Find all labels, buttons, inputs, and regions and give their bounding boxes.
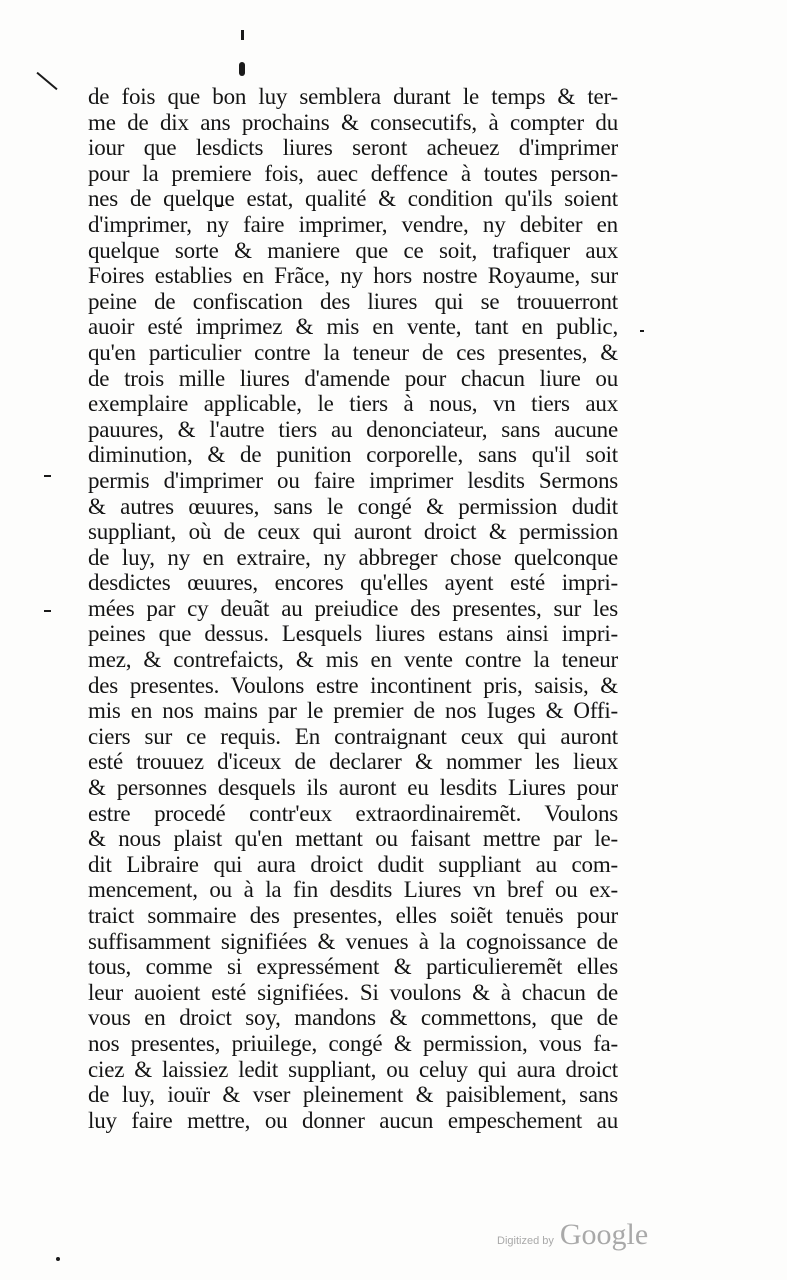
text-line: desdictes œuures, encores qu'elles ayent esté impri- [88,570,618,596]
text-line: ciez & laissiez ledit suppliant, ou celuy qui aura droict [88,1056,618,1082]
ink-speck [56,1257,60,1261]
text-line: leur auoient esté signifiées. Si voulons & à chacun de [88,979,618,1005]
text-line: tous, comme si expressément & particulieremẽt elles [88,954,618,980]
text-line: mis en nos mains par le premier de nos Iuges & Offi- [88,698,618,724]
text-line: qu'en particulier contre la teneur de ces presentes, & [88,339,618,365]
margin-scratch [36,72,57,90]
text-line: pour la premiere fois, auec deffence à toutes person- [88,160,618,186]
text-line: & nous plaist qu'en mettant ou faisant mettre par le- [88,826,618,852]
text-line: auoir esté imprimez & mis en vente, tant en public, [88,314,618,340]
margin-tick [44,475,51,477]
margin-tick [44,610,51,612]
text-line: mencement, ou à la fin desdits Liures vn bref ou ex- [88,877,618,903]
text-line: & autres œuures, sans le congé & permission dudit [88,493,618,519]
text-line: nos presentes, priuilege, congé & permission, vous fa- [88,1030,618,1056]
text-line: mées par cy deuãt au preiudice des presentes, sur les [88,595,618,621]
text-line: permis d'imprimer ou faire imprimer lesdits Sermons [88,467,618,493]
text-line: pauures, & l'autre tiers au denonciateur, sans aucune [88,416,618,442]
text-line: de luy, ny en extraire, ny abbreger chose quelconque [88,544,618,570]
text-line: d'imprimer, ny faire imprimer, vendre, ny debiter en [88,211,618,237]
text-line: iour que lesdicts liures seront acheuez d'imprimer [88,135,618,161]
text-line: des presentes. Voulons estre incontinent pris, saisis, & [88,672,618,698]
text-line: exemplaire applicable, le tiers à nous, vn tiers aux [88,391,618,417]
text-line: mez, & contrefaicts, & mis en vente contre la teneur [88,647,618,673]
text-line: ciers sur ce requis. En contraignant ceux qui auront [88,723,618,749]
text-line: me de dix ans prochains & consecutifs, à compter du [88,109,618,135]
google-logo: Google [559,1218,649,1251]
digitized-by-google-watermark [497,1218,648,1252]
text-line: & personnes desquels ils auront eu lesdits Liures pour [88,775,618,801]
document-body [88,84,618,1133]
text-line: esté trouuez d'iceux de declarer & nommer les lieux [88,749,618,775]
text-line: Foires establies en Frãce, ny hors nostre Royaume, sur [88,263,618,289]
margin-tick [640,330,644,332]
text-line: nes de quelque estat, qualité & condition qu'ils soient [88,186,618,212]
text-line: suppliant, où de ceux qui auront droict & permission [88,519,618,545]
text-line: estre procedé contr'eux extraordinairemẽt. Voulons [88,800,618,826]
ink-speck [239,62,245,76]
text-line: peines que dessus. Lesquels liures estans ainsi impri- [88,621,618,647]
text-line: vous en droict soy, mandons & commettons, que de [88,1005,618,1031]
text-line: quelque sorte & maniere que ce soit, trafiquer aux [88,237,618,263]
text-line: luy faire mettre, ou donner aucun empeschement au [88,1107,618,1133]
text-line: dit Libraire qui aura droict dudit suppliant au com- [88,851,618,877]
text-line: de luy, iouïr & vser pleinement & paisiblement, sans [88,1082,618,1108]
text-line: de fois que bon luy semblera durant le temps & ter- [88,84,618,109]
text-line: suffisamment signifiées & venues à la cognoissance de [88,928,618,954]
ink-speck [241,30,244,40]
text-line: diminution, & de punition corporelle, sans qu'il soit [88,442,618,468]
text-line: de trois mille liures d'amende pour chacun liure ou [88,365,618,391]
text-line: peine de confiscation des liures qui se trouuerront [88,288,618,314]
watermark-prefix: Digitized by [497,1235,554,1247]
text-line: traict sommaire des presentes, elles soiẽt tenuës pour [88,903,618,928]
